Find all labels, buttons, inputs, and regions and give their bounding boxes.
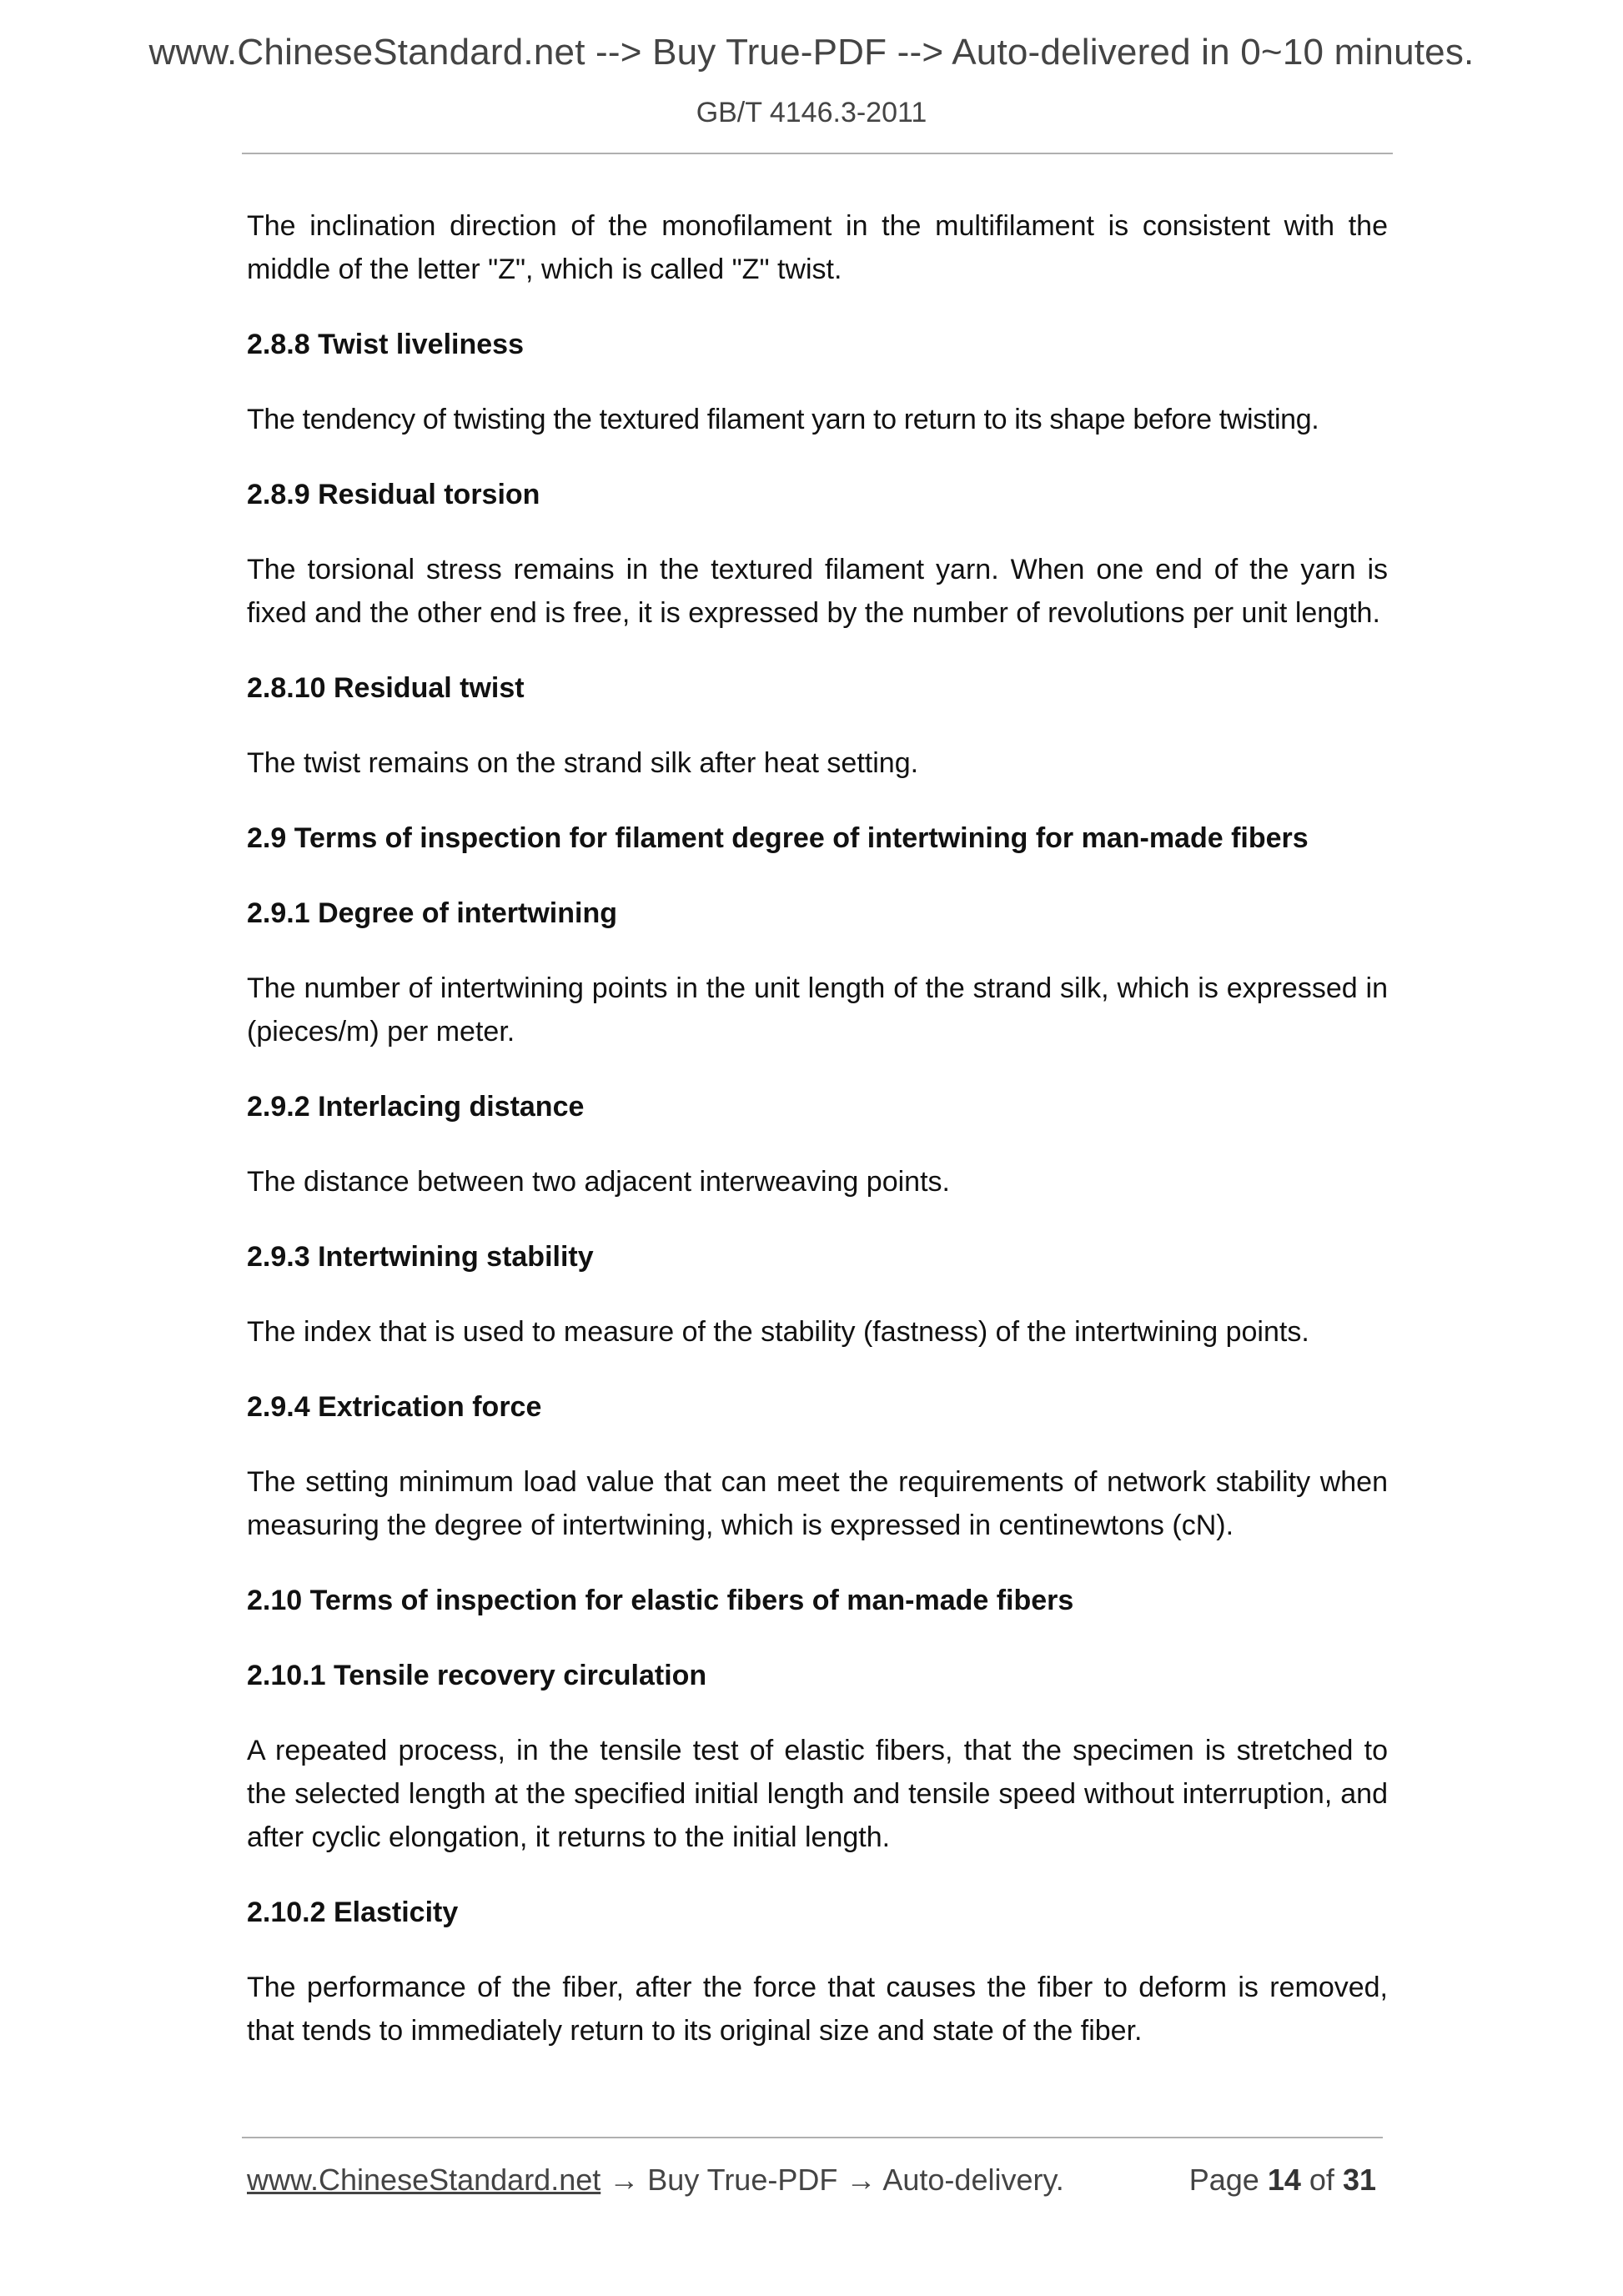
paragraph-2-8-10: The twist remains on the strand silk after heat setting. — [247, 747, 919, 779]
heading-2-8-9: 2.8.9 Residual torsion — [247, 479, 540, 510]
paragraph-2-8-8: The tendency of twisting the textured filament yarn to return to its shape before twisting. — [247, 404, 1319, 435]
paragraph-2-9-4: The setting minimum load value that can meet the requirements of network stability when measuring the degree of intertwining, which is expressed in centinewtons (cN). — [247, 1466, 1388, 1541]
heading-2-10-1: 2.10.1 Tensile recovery circulation — [247, 1660, 707, 1691]
top-banner: www.ChineseStandard.net --> Buy True-PDF --> Auto-delivered in 0~10 minutes. — [148, 32, 1475, 73]
arrow-right-icon: → — [609, 2163, 640, 2197]
page-indicator — [1189, 2160, 1376, 2200]
current-page-number: 14 — [1267, 2163, 1301, 2197]
heading-2-9-4: 2.9.4 Extrication force — [247, 1391, 542, 1423]
paragraph-z-twist: The inclination direction of the monofilament in the multifilament is consistent with the middle of the letter "Z", which is called "Z" twist. — [247, 210, 1388, 285]
arrow-right-icon: → — [846, 2163, 877, 2197]
heading-2-8-8: 2.8.8 Twist liveliness — [247, 329, 524, 360]
of-label: of — [1309, 2163, 1334, 2197]
footer-buy-text: Buy True-PDF — [647, 2163, 838, 2197]
paragraph-2-8-9: The torsional stress remains in the textured filament yarn. When one end of the yarn is fixed and the other end is free, it is expressed by the number of revolutions per unit length. — [247, 554, 1388, 629]
footer-divider — [242, 2137, 1383, 2138]
heading-2-10: 2.10 Terms of inspection for elastic fibers of man-made fibers — [247, 1585, 1074, 1616]
footer-delivery-text: Auto-delivery. — [882, 2163, 1064, 2197]
page-label: Page — [1188, 2163, 1259, 2197]
heading-2-8-10: 2.8.10 Residual twist — [247, 672, 525, 704]
total-pages: 31 — [1342, 2163, 1376, 2197]
footer-promo — [247, 2160, 1064, 2200]
paragraph-2-10-1: A repeated process, in the tensile test of elastic fibers, that the specimen is stretched to the selected length at the specified initial length and tensile speed without interruption, and after cyclic elongation, it returns to the initial length. — [247, 1735, 1388, 1853]
paragraph-2-9-2: The distance between two adjacent interweaving points. — [247, 1166, 950, 1198]
footer-site-link[interactable]: www.ChineseStandard.net — [247, 2163, 601, 2197]
document-code: GB/T 4146.3-2011 — [696, 97, 927, 128]
paragraph-2-10-2: The performance of the fiber, after the force that causes the fiber to deform is removed, that tends to immediately return to its original size and state of the fiber. — [247, 1972, 1388, 2047]
paragraph-2-9-1: The number of intertwining points in the unit length of the strand silk, which is expressed in (pieces/m) per meter. — [247, 972, 1388, 1048]
heading-2-9-1: 2.9.1 Degree of intertwining — [247, 897, 617, 929]
heading-2-10-2: 2.10.2 Elasticity — [247, 1897, 459, 1928]
page-content — [247, 204, 1388, 2084]
heading-2-9-2: 2.9.2 Interlacing distance — [247, 1091, 585, 1123]
paragraph-2-9-3: The index that is used to measure of the stability (fastness) of the intertwining points. — [247, 1316, 1309, 1348]
header-divider — [242, 153, 1393, 154]
heading-2-9-3: 2.9.3 Intertwining stability — [247, 1241, 594, 1273]
heading-2-9: 2.9 Terms of inspection for filament degree of intertwining for man-made fibers — [247, 822, 1309, 854]
